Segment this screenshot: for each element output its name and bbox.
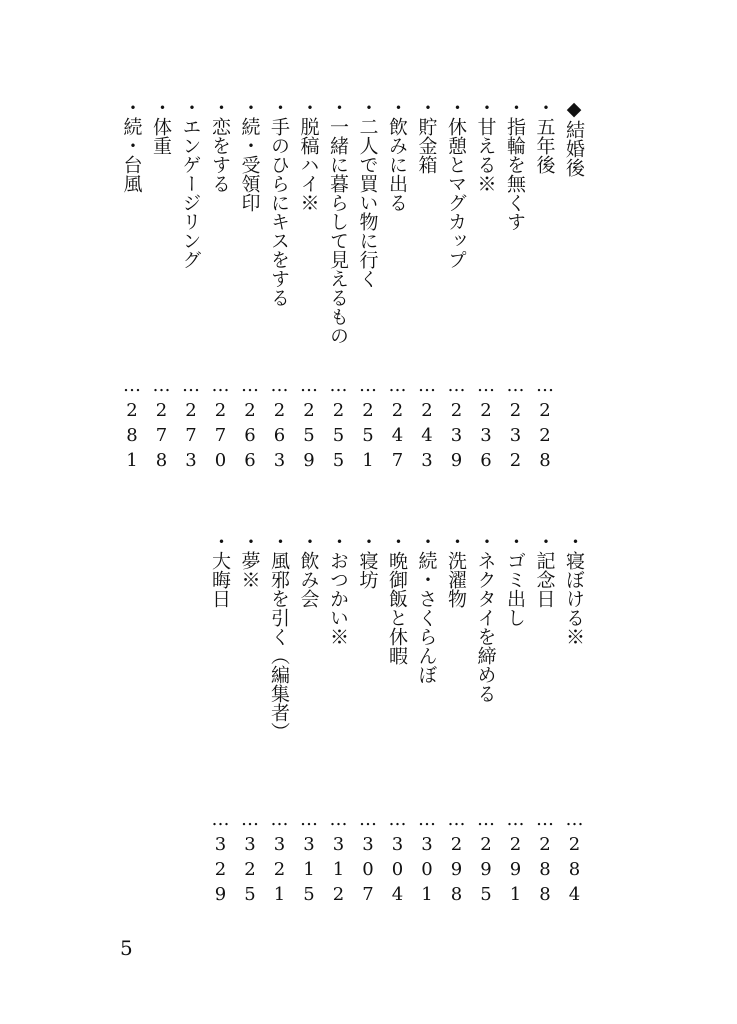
toc-entry-page: …301 [416, 809, 438, 909]
toc-entry[interactable] [501, 532, 531, 914]
toc-entry[interactable] [265, 532, 295, 914]
toc-entry[interactable] [235, 98, 265, 480]
toc-entry-page: …307 [357, 809, 379, 909]
toc-entry-page: …243 [416, 375, 438, 475]
toc-entry-title: ・ネクタイを締める [474, 532, 497, 703]
toc-top-section [117, 98, 589, 480]
toc-entry[interactable] [442, 98, 472, 480]
toc-entry-title: ・貯金箱 [415, 98, 438, 174]
toc-entry-page: …291 [505, 809, 526, 909]
toc-entry-title: ・寝ぼける※ [563, 532, 585, 646]
toc-entry-title: ・五年後 [533, 98, 556, 174]
toc-entry-title: ・飲みに出る [386, 98, 408, 212]
toc-entry-title: ・飲み会 [297, 532, 320, 608]
toc-entry-title: ・記念日 [533, 532, 556, 608]
toc-entry[interactable] [530, 532, 560, 914]
toc-entry-page: …263 [269, 375, 290, 475]
toc-entry-page: …266 [239, 375, 261, 475]
toc-entry-title: ・寝坊 [356, 532, 379, 589]
toc-entry-title: ・おつかい※ [327, 532, 349, 646]
toc-entry-title: ・エンゲージリング [179, 98, 202, 269]
page-number: 5 [120, 936, 133, 960]
toc-entry-title: ・夢※ [238, 532, 261, 589]
toc-entry-page: …255 [328, 375, 349, 475]
toc-entry[interactable] [383, 98, 413, 480]
toc-entry[interactable] [383, 532, 413, 914]
toc-entry[interactable] [324, 532, 354, 914]
toc-entry[interactable] [235, 532, 265, 914]
toc-entry-title: ・指輪を無くす [504, 98, 526, 231]
toc-entry-title: ・手のひらにキスをする [268, 98, 290, 307]
toc-entry-page: …239 [446, 375, 467, 475]
toc-entry-title: ・洗濯物 [445, 532, 467, 608]
toc-entry[interactable] [353, 98, 383, 480]
toc-entry[interactable] [471, 98, 501, 480]
toc-entry-page: …247 [387, 375, 408, 475]
toc-entry-title: ・続・台風 [120, 98, 143, 193]
toc-entry[interactable] [206, 98, 236, 480]
toc-entry[interactable] [117, 98, 147, 480]
toc-entry-page: …236 [475, 375, 497, 475]
toc-entry-page: …295 [475, 809, 497, 909]
toc-entry-page: …325 [239, 809, 261, 909]
toc-entry-page: …278 [151, 375, 172, 475]
toc-entry[interactable] [176, 98, 206, 480]
toc-entry-title: ・続・受領印 [238, 98, 261, 212]
toc-entry-page: …273 [180, 375, 202, 475]
toc-bottom-section [206, 532, 590, 914]
toc-entry-title: ・晩御飯と休暇 [386, 532, 408, 665]
toc-entry-title: ・恋をする [209, 98, 231, 193]
toc-entry-page: …321 [269, 809, 290, 909]
toc-entry-page: …298 [446, 809, 467, 909]
toc-entry[interactable] [294, 98, 324, 480]
section-heading: ◆結婚後 [563, 98, 585, 177]
toc-entry-page: …232 [505, 375, 526, 475]
toc-entry-page: …270 [210, 375, 231, 475]
toc-entry-page: …315 [298, 809, 320, 909]
toc-entry[interactable] [560, 532, 590, 914]
toc-entry-title: ・休憩とマグカップ [445, 98, 467, 269]
toc-entry[interactable] [471, 532, 501, 914]
toc-entry[interactable] [206, 532, 236, 914]
toc-entry-title: ・脱稿ハイ※ [297, 98, 320, 212]
toc-entry-title: ・続・さくらんぼ [415, 532, 438, 684]
toc-entry[interactable] [501, 98, 531, 480]
toc-entry-page: …251 [357, 375, 379, 475]
toc-entry-title: ・一緒に暮らして見えるもの [327, 98, 349, 345]
toc-entry-title: ・大晦日 [209, 532, 231, 608]
toc-entry[interactable] [294, 532, 324, 914]
toc-entry-title: ・甘える※ [474, 98, 497, 193]
toc-entry-page: …329 [210, 809, 231, 909]
toc-entry-page: …281 [121, 375, 143, 475]
toc-entry[interactable] [147, 98, 177, 480]
toc-entry-page: …284 [564, 809, 585, 909]
toc-entry-title: ・体重 [150, 98, 172, 155]
toc-entry[interactable] [324, 98, 354, 480]
toc-heading-column [560, 98, 590, 480]
toc-entry[interactable] [265, 98, 295, 480]
toc-entry-title: ・風邪を引く（編集者） [268, 532, 290, 741]
toc-entry-page: …288 [534, 809, 556, 909]
toc-entry[interactable] [530, 98, 560, 480]
toc-entry[interactable] [442, 532, 472, 914]
toc-entry-page: …304 [387, 809, 408, 909]
toc-entry[interactable] [353, 532, 383, 914]
toc-entry-title: ・ゴミ出し [504, 532, 526, 627]
toc-entry-page: …228 [534, 375, 556, 475]
toc-entry-page: …312 [328, 809, 349, 909]
toc-entry[interactable] [412, 98, 442, 480]
toc-entry-title: ・二人で買い物に行く [356, 98, 379, 288]
toc-entry[interactable] [412, 532, 442, 914]
toc-entry-page: …259 [298, 375, 320, 475]
